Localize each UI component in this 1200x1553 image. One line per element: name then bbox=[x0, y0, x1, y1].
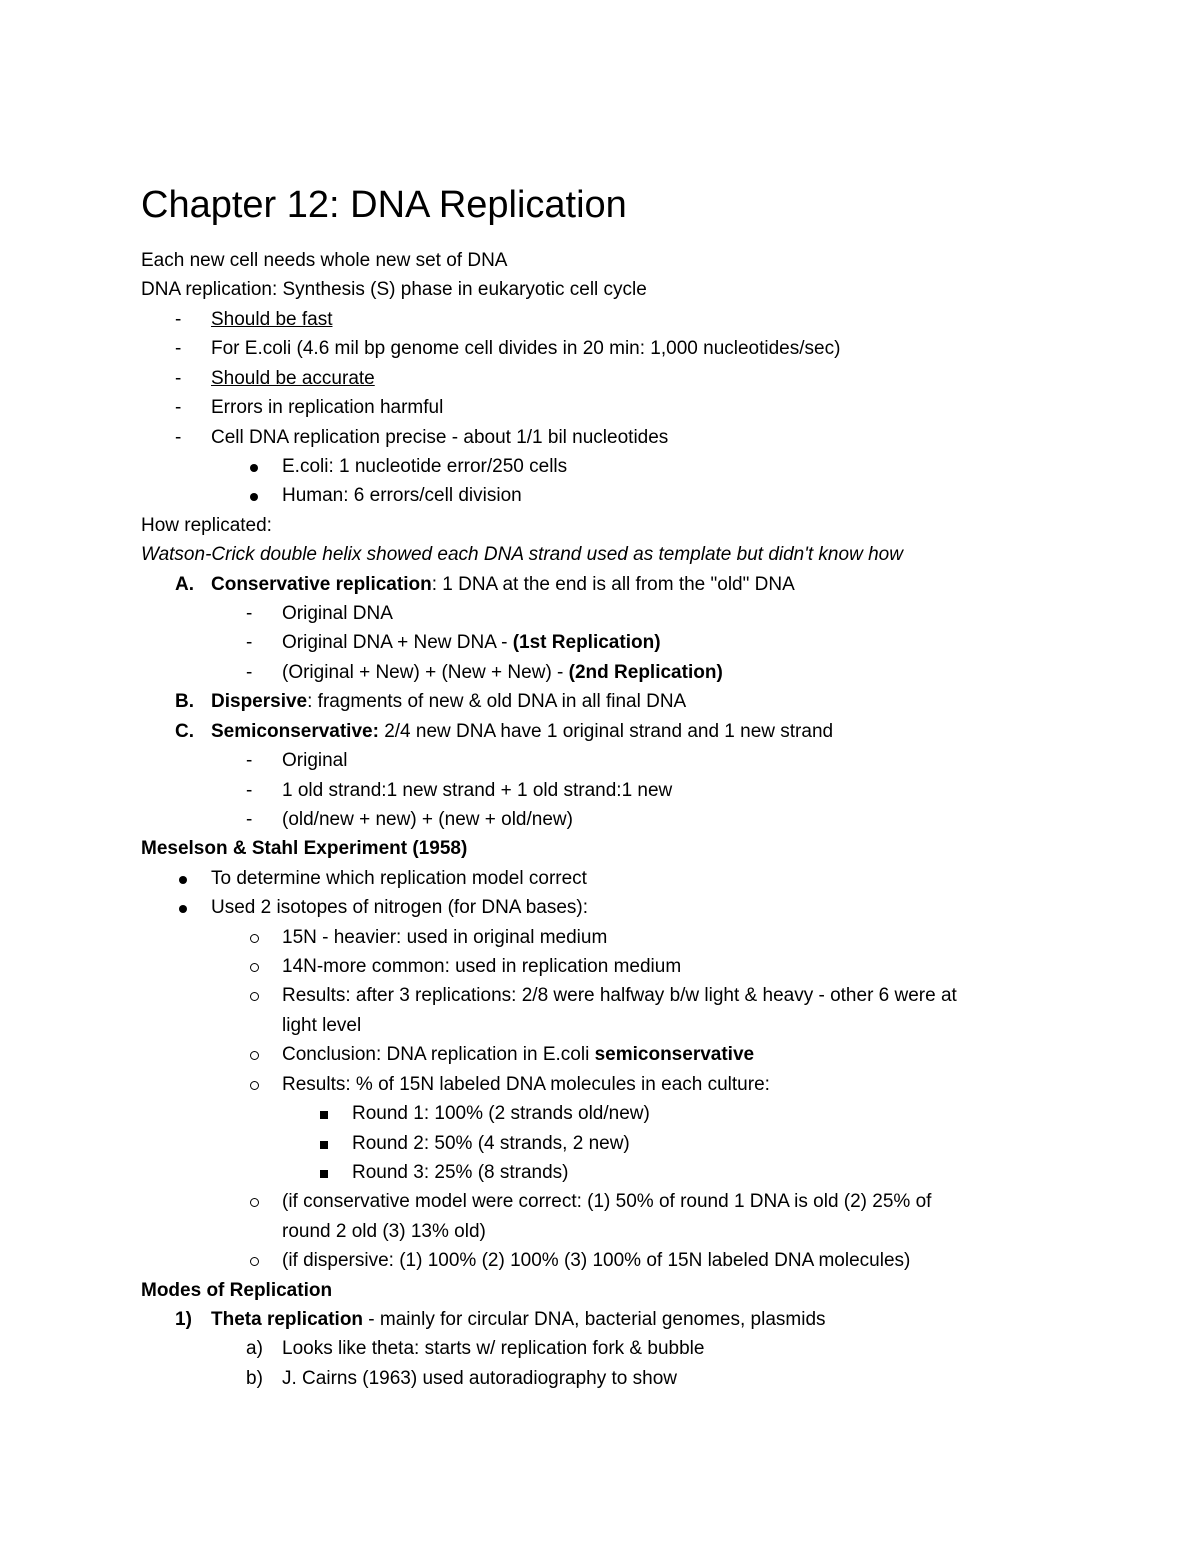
list-item: Original bbox=[282, 750, 348, 771]
list-item: (if conservative model were correct: (1) 50% of round 1 DNA is old (2) 25% of bbox=[282, 1191, 932, 1212]
list-item: For E.coli (4.6 mil bp genome cell divides in 20 min: 1,000 nucleotides/sec) bbox=[211, 338, 841, 359]
list-item bbox=[282, 1042, 754, 1068]
list-item bbox=[211, 1307, 826, 1333]
dash-marker: - bbox=[246, 632, 253, 653]
list-item bbox=[211, 689, 686, 715]
list-item-continuation: light level bbox=[282, 1015, 362, 1036]
square-bullet-icon bbox=[316, 1101, 328, 1127]
dash-marker: - bbox=[246, 750, 253, 771]
bullet-icon bbox=[246, 454, 258, 480]
intro-line-1: Each new cell needs whole new set of DNA bbox=[141, 250, 508, 271]
term: Theta replication bbox=[211, 1309, 364, 1330]
list-item: Cell DNA replication precise - about 1/1 bil nucleotides bbox=[211, 427, 669, 448]
list-marker: A. bbox=[175, 574, 194, 595]
section-heading: Meselson & Stahl Experiment (1958) bbox=[141, 838, 468, 859]
dash-marker: - bbox=[175, 397, 182, 418]
item-text: Original DNA + New DNA - bbox=[282, 632, 513, 653]
square-bullet-icon bbox=[316, 1131, 328, 1157]
list-marker: a) bbox=[246, 1338, 263, 1359]
list-item bbox=[211, 572, 795, 598]
list-item: Errors in replication harmful bbox=[211, 397, 444, 418]
list-item: Results: after 3 replications: 2/8 were halfway b/w light & heavy - other 6 were at bbox=[282, 985, 957, 1006]
definition: : 1 DNA at the end is all from the "old" DNA bbox=[431, 574, 795, 595]
bullet-icon bbox=[175, 866, 187, 892]
list-item: Round 1: 100% (2 strands old/new) bbox=[352, 1103, 650, 1124]
item-text: (Original + New) + (New + New) - bbox=[282, 662, 569, 683]
list-marker: 1) bbox=[175, 1309, 192, 1330]
item-bold: (2nd Replication) bbox=[568, 662, 723, 683]
list-item bbox=[282, 660, 723, 686]
definition: : fragments of new & old DNA in all final DNA bbox=[307, 691, 687, 712]
term: Conservative replication bbox=[211, 574, 432, 595]
bullet-icon bbox=[246, 483, 258, 509]
dash-marker: - bbox=[246, 662, 253, 683]
list-item: 14N-more common: used in replication medium bbox=[282, 956, 682, 977]
circle-bullet-icon bbox=[246, 954, 259, 980]
list-item: Looks like theta: starts w/ replication fork & bubble bbox=[282, 1338, 705, 1359]
dash-marker: - bbox=[175, 309, 182, 330]
definition: - mainly for circular DNA, bacterial genomes, plasmids bbox=[363, 1309, 826, 1330]
circle-bullet-icon bbox=[246, 1248, 259, 1274]
list-item: Original DNA bbox=[282, 603, 393, 624]
item-text: Conclusion: DNA replication in E.coli bbox=[282, 1044, 595, 1065]
page-title: Chapter 12: DNA Replication bbox=[141, 184, 627, 226]
bullet-icon bbox=[175, 895, 187, 921]
italic-note: Watson-Crick double helix showed each DNA strand used as template but didn't know how bbox=[141, 544, 903, 565]
list-item: (if dispersive: (1) 100% (2) 100% (3) 100% of 15N labeled DNA molecules) bbox=[282, 1250, 911, 1271]
list-item: To determine which replication model correct bbox=[211, 868, 587, 889]
list-item: Should be accurate bbox=[211, 368, 375, 389]
circle-bullet-icon bbox=[246, 1189, 259, 1215]
dash-marker: - bbox=[246, 809, 253, 830]
list-item: 1 old strand:1 new strand + 1 old strand:1 new bbox=[282, 780, 673, 801]
term: Dispersive bbox=[211, 691, 308, 712]
list-item bbox=[282, 630, 661, 656]
definition: 2/4 new DNA have 1 original strand and 1 new strand bbox=[378, 721, 834, 742]
list-item: Human: 6 errors/cell division bbox=[282, 485, 522, 506]
list-item: E.coli: 1 nucleotide error/250 cells bbox=[282, 456, 568, 477]
circle-bullet-icon bbox=[246, 1042, 259, 1068]
dash-marker: - bbox=[246, 603, 253, 624]
list-item: J. Cairns (1963) used autoradiography to show bbox=[282, 1368, 678, 1389]
list-item: Round 3: 25% (8 strands) bbox=[352, 1162, 569, 1183]
circle-bullet-icon bbox=[246, 983, 259, 1009]
list-item bbox=[211, 719, 833, 745]
list-item: Results: % of 15N labeled DNA molecules in each culture: bbox=[282, 1074, 770, 1095]
dash-marker: - bbox=[175, 427, 182, 448]
list-item: Round 2: 50% (4 strands, 2 new) bbox=[352, 1133, 630, 1154]
list-marker: b) bbox=[246, 1368, 263, 1389]
section-heading: How replicated: bbox=[141, 515, 272, 536]
list-item: Used 2 isotopes of nitrogen (for DNA bases): bbox=[211, 897, 589, 918]
dash-marker: - bbox=[246, 780, 253, 801]
item-bold: semiconservative bbox=[594, 1044, 755, 1065]
square-bullet-icon bbox=[316, 1160, 328, 1186]
intro-line-2: DNA replication: Synthesis (S) phase in eukaryotic cell cycle bbox=[141, 279, 647, 300]
section-heading: Modes of Replication bbox=[141, 1280, 333, 1301]
list-item: Should be fast bbox=[211, 309, 333, 330]
dash-marker: - bbox=[175, 338, 182, 359]
circle-bullet-icon bbox=[246, 1072, 259, 1098]
list-item-continuation: round 2 old (3) 13% old) bbox=[282, 1221, 486, 1242]
circle-bullet-icon bbox=[246, 925, 259, 951]
list-marker: C. bbox=[175, 721, 194, 742]
dash-marker: - bbox=[175, 368, 182, 389]
term: Semiconservative: bbox=[211, 721, 379, 742]
item-bold: (1st Replication) bbox=[512, 632, 661, 653]
list-marker: B. bbox=[175, 691, 194, 712]
list-item: 15N - heavier: used in original medium bbox=[282, 927, 608, 948]
list-item: (old/new + new) + (new + old/new) bbox=[282, 809, 573, 830]
